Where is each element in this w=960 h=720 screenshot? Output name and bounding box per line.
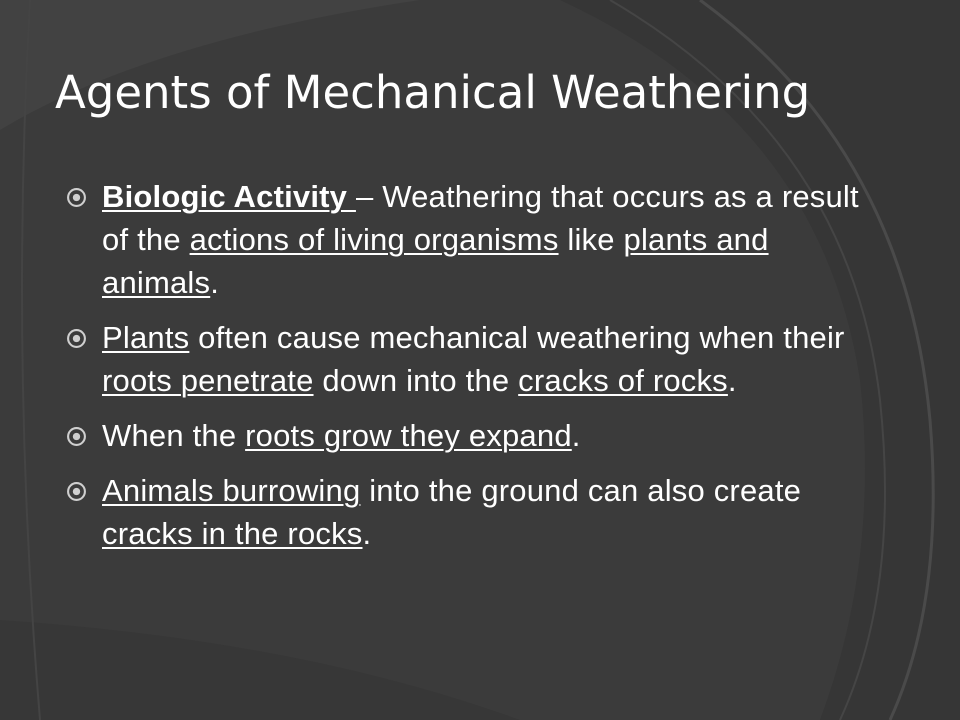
bullet-list <box>66 175 866 567</box>
bullet-text-run: roots penetrate <box>102 363 314 398</box>
bullet-text-run: actions of living organisms <box>189 222 559 257</box>
circle-target-icon <box>66 328 87 349</box>
bullet-text-run: roots grow they expand <box>245 418 572 453</box>
bullet-text-run: . <box>571 418 581 453</box>
bullet-text-run: cracks in the rocks <box>102 516 363 551</box>
slide-title: Agents of Mechanical Weathering <box>55 66 811 119</box>
bullet-text-run: often cause mechanical weathering when their <box>189 320 845 355</box>
bullet-text-run: Biologic Activity <box>102 179 356 214</box>
bullet-text-run: plants and animals <box>102 222 769 300</box>
bullet-item <box>66 469 866 555</box>
bullet-text-run: . <box>362 516 372 551</box>
circle-target-icon <box>66 426 87 447</box>
bullet-text-run: down into the <box>313 363 519 398</box>
bullet-text-run: like <box>558 222 624 257</box>
bullet-item <box>66 414 866 457</box>
bullet-text-run: . <box>727 363 737 398</box>
circle-target-icon <box>66 481 87 502</box>
bullet-text-run: Plants <box>102 320 190 355</box>
bullet-text-run: When the <box>102 418 246 453</box>
bullet-text-run: . <box>210 265 220 300</box>
bullet-text-run: Animals burrowing <box>102 473 361 508</box>
bullet-item <box>66 316 866 402</box>
bullet-text-run: cracks of rocks <box>518 363 728 398</box>
bullet-text-run: – Weathering that occurs as a result of the <box>102 179 859 257</box>
circle-target-icon <box>66 187 87 208</box>
bullet-item <box>66 175 866 304</box>
bullet-text-run: into the ground can also create <box>360 473 802 508</box>
